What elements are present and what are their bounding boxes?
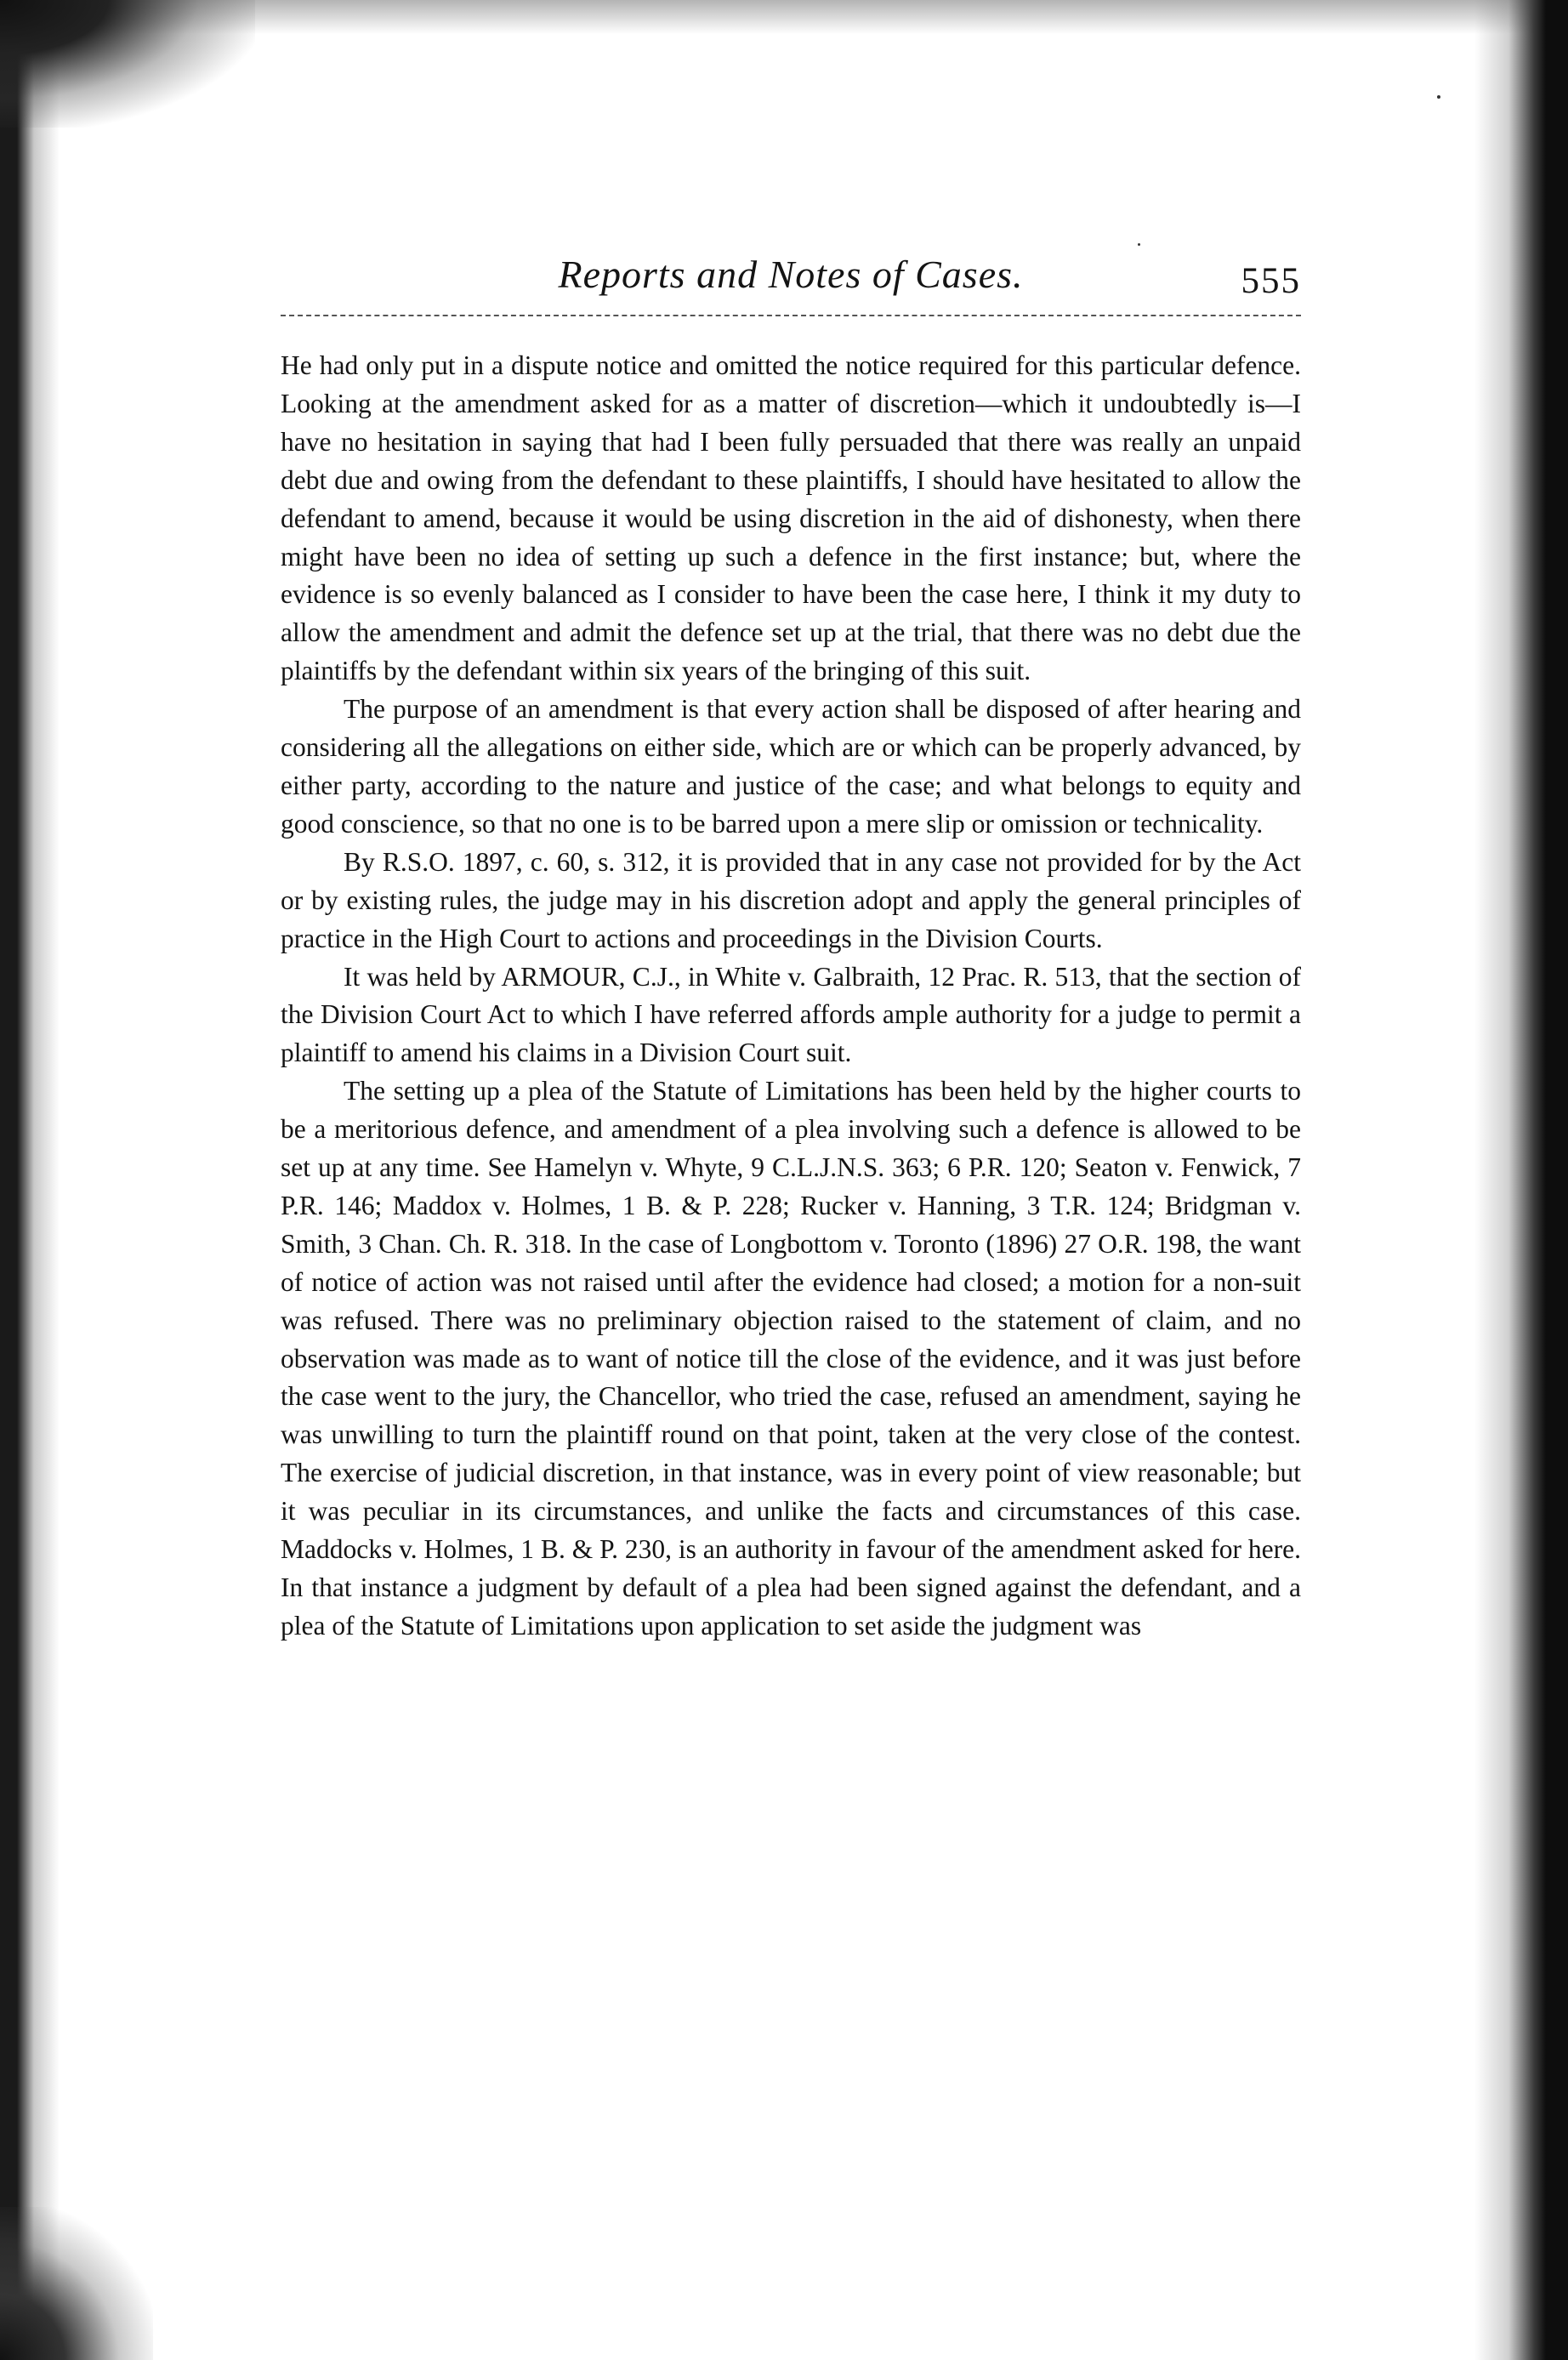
scan-edge-left — [0, 0, 102, 2360]
running-title: Reports and Notes of Cases. — [558, 253, 1024, 296]
page-number: 555 — [1241, 261, 1301, 301]
paragraph: By R.S.O. 1897, c. 60, s. 312, it is provided that in any case not provided for by the Act or by existing rules, the judge may in his discretion adopt and apply the general principles of practice in the High Court to actions and proceedings in the Division Courts. — [281, 846, 1301, 953]
body-text — [281, 347, 1301, 1646]
document-page — [281, 247, 1301, 1641]
header-rule — [281, 315, 1301, 316]
paragraph: It was held by ARMOUR, C.J., in White v. Galbraith, 12 Prac. R. 513, that the section of the Division Court Act to which I have referred affords ample authority for a judge to permit a plaintiff to amend his claims in a Division Court suit. — [281, 961, 1301, 1068]
running-head — [281, 247, 1301, 308]
paragraph: He had only put in a dispute notice and omitted the notice required for this particular defence. Looking at the amendment asked for as a matter of discretion—which it undoubtedly is—I have no hesitation in saying that had I been fully persuaded that there was really an unpaid debt due and owing from the defendant to these plaintiffs, I should have hesitated to allow the defendant to amend, because it would be using discretion in the aid of dishonesty, when there might have been no idea of setting up such a defence in the first instance; but, where the evidence is so evenly balanced as I consider to have been the case here, I think it my duty to allow the amendment and admit the defence set up at the trial, that there was no debt due the plaintiffs by the defendant within six years of the bringing of this suit. — [281, 350, 1301, 686]
scan-corner-top-left — [0, 0, 255, 128]
scan-edge-right — [1466, 0, 1568, 2360]
scan-speck — [1138, 243, 1140, 246]
scan-corner-bottom-left — [0, 2207, 153, 2360]
paragraph: The purpose of an amendment is that every action shall be disposed of after hearing and considering all the allegations on either side, which are or which can be properly advanced, by either party, according to the nature and justice of the case; and what belongs to equity and good conscience, so that no one is to be barred upon a mere slip or omission or technicality. — [281, 694, 1301, 839]
paragraph: The setting up a plea of the Statute of Limitations has been held by the higher courts to be a meritorious defence, and amendment of a plea involving such a defence is allowed to be set up at any time. See Hamelyn v. Whyte, 9 C.L.J.N.S. 363; 6 P.R. 120; Seaton v. Fenwick, 7 P.R. 146; Maddox v. Holmes, 1 B. & P. 228; Rucker v. Hanning, 3 T.R. 124; Bridgman v. Smith, 3 Chan. Ch. R. 318. In the case of Longbottom v. Toronto (1896) 27 O.R. 198, the want of notice of action was not raised until after the evidence had closed; a motion for a non-suit was refused. There was no preliminary objection raised to the statement of claim, and no observation was made as to want of notice till the close of the evidence, and it was just before the case went to the jury, the Chancellor, who tried the case, refused an amendment, saying he was unwilling to turn the plaintiff round on that point, taken at the very close of the contest. The exercise of judicial discretion, in that instance, was in every point of view reasonable; but it was peculiar in its circumstances, and unlike the facts and circumstances of this case. Maddocks v. Holmes, 1 B. & P. 230, is an authority in favour of the amendment asked for here. In that instance a judgment by default of a plea had been signed against the defendant, and a plea of the Statute of Limitations upon application to set aside the judgment was — [281, 1076, 1301, 1641]
scan-speck — [1437, 95, 1440, 99]
